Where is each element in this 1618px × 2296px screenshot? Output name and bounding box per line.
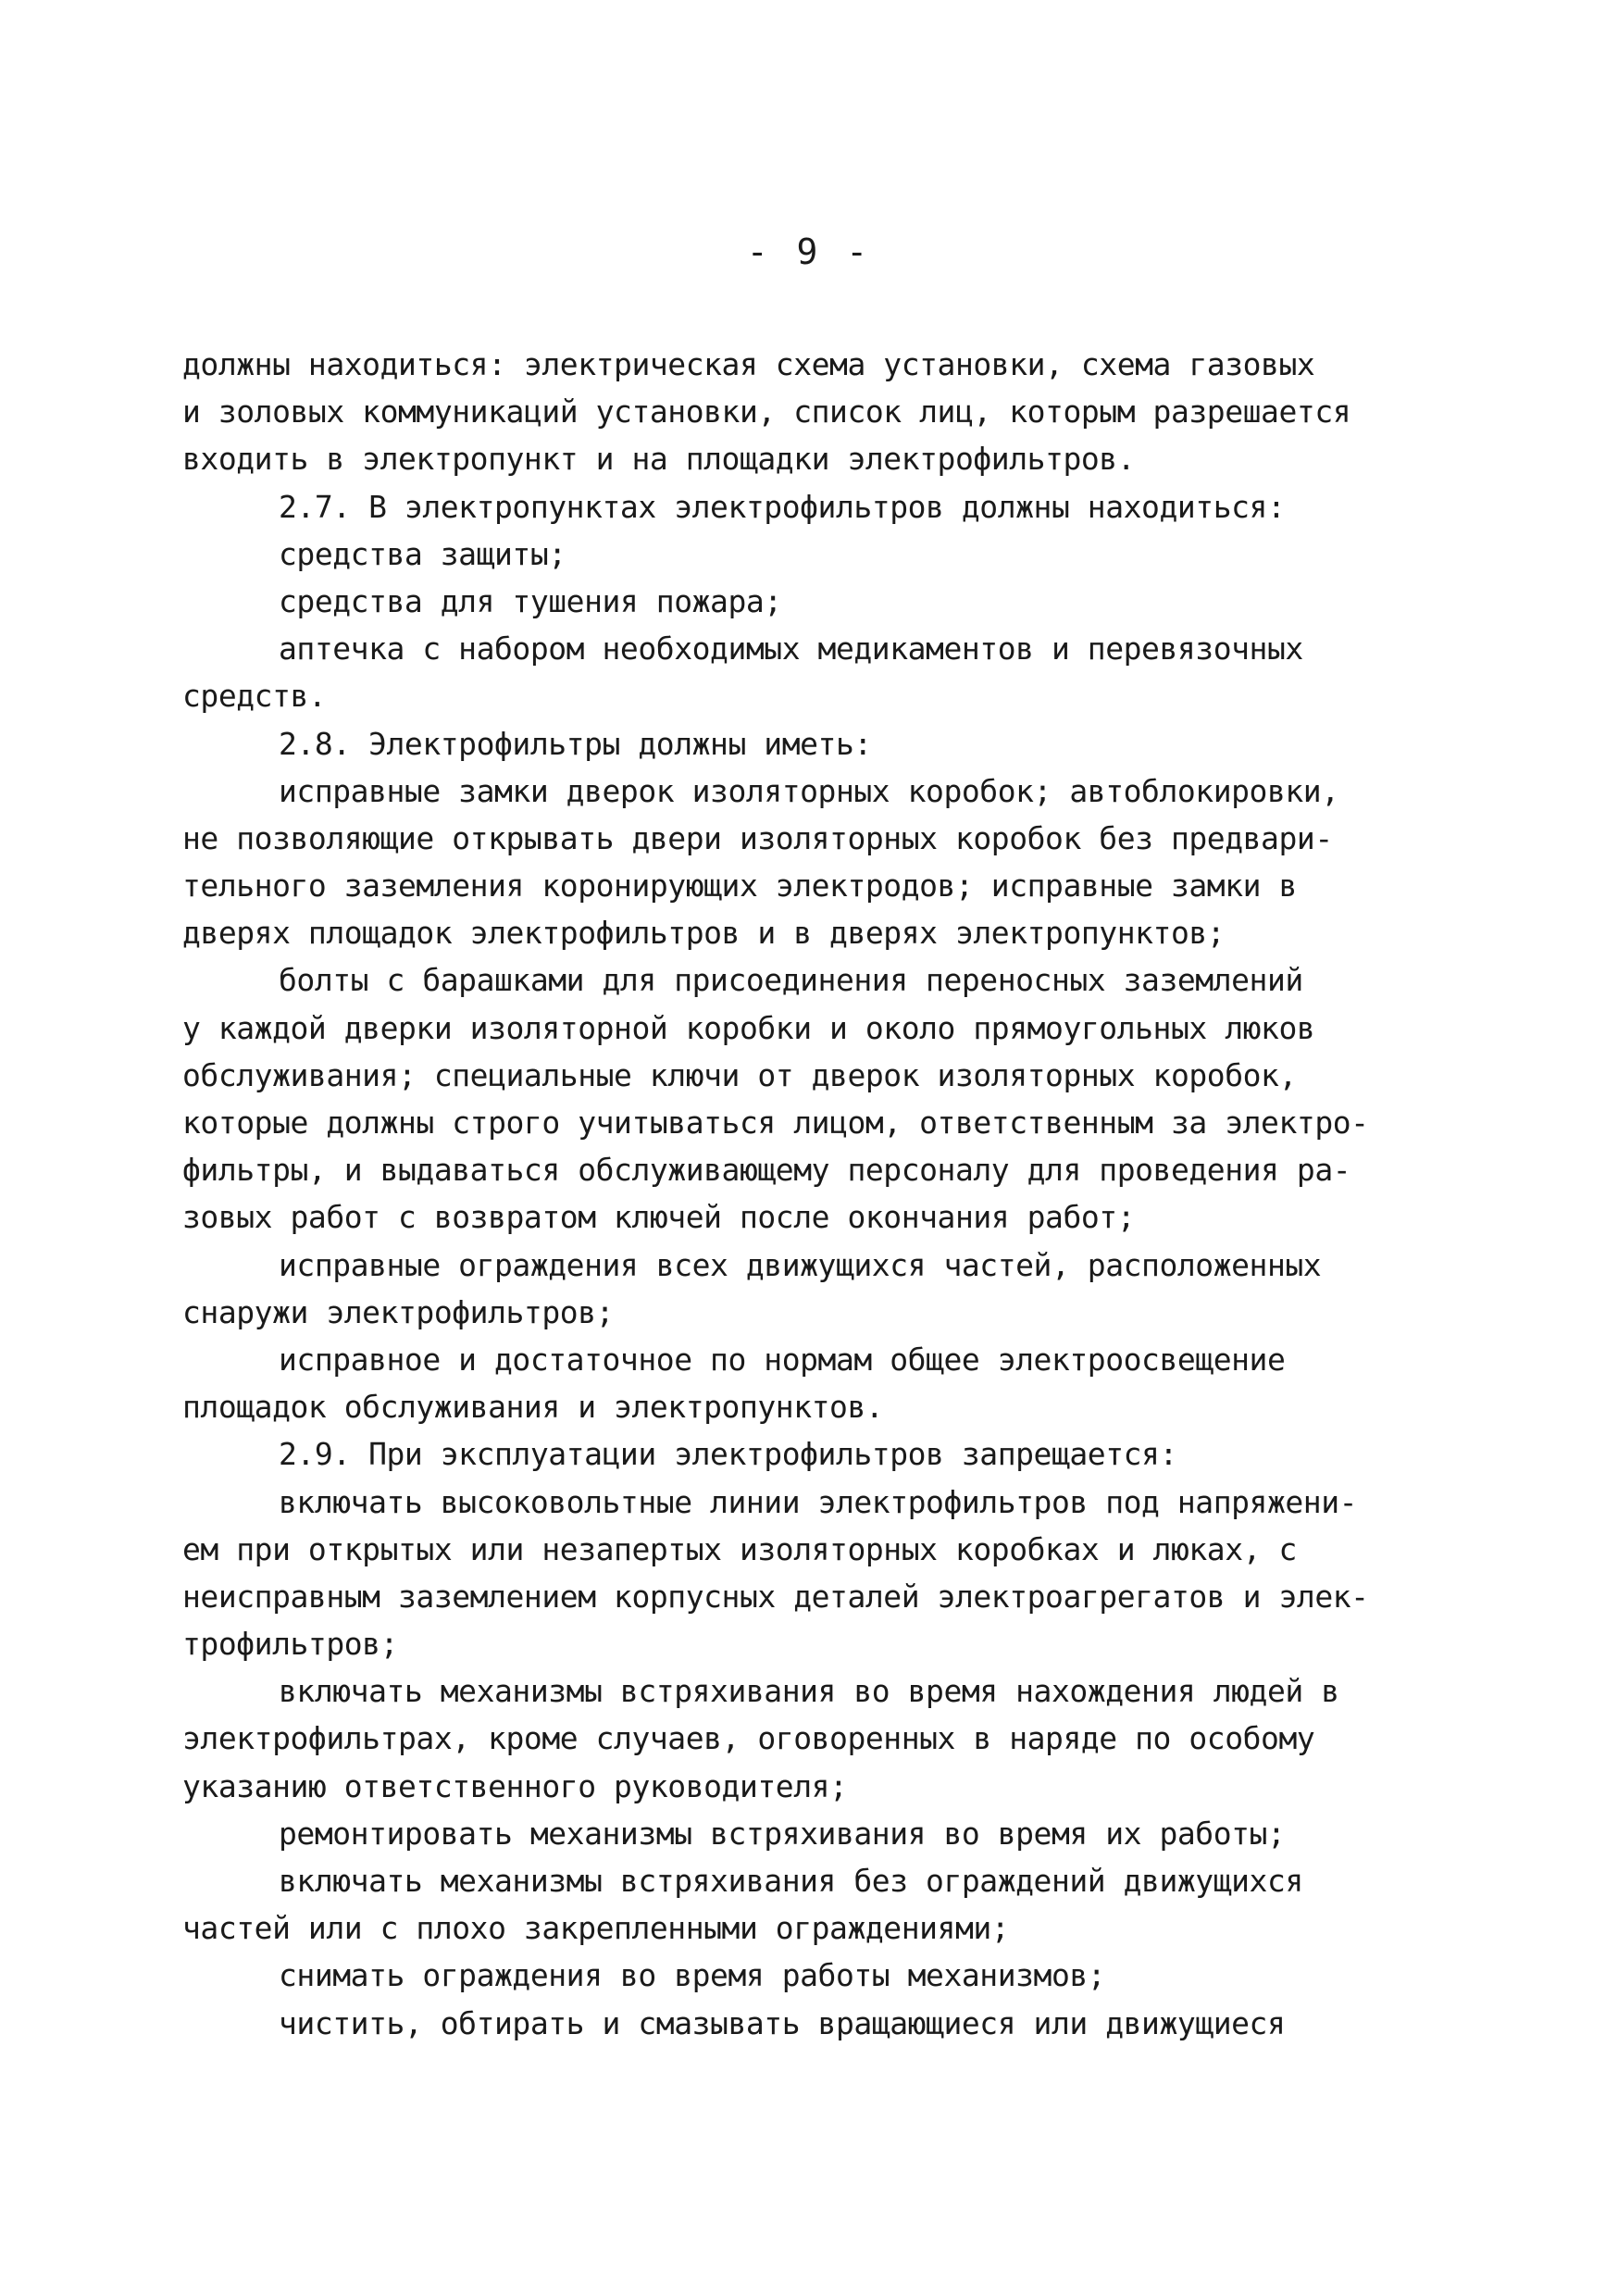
text-line: у каждой дверки изоляторной коробки и около прямоугольных люков — [182, 1009, 1315, 1046]
text-line: фильтры, и выдаваться обслуживающему персоналу для проведения ра- — [182, 1152, 1351, 1189]
text-line: указанию ответственного руководителя; — [182, 1767, 848, 1804]
text-line: трофильтров; — [182, 1626, 399, 1663]
text-line: которые должны строго учитываться лицом, ответственным за электро- — [182, 1104, 1369, 1141]
list-item: включать механизмы встряхивания во время нахождения людей в — [279, 1673, 1339, 1710]
section-heading-2-9: 2.9. При эксплуатации электрофильтров запрещается: — [279, 1436, 1177, 1473]
text-line: ем при открытых или незапертых изоляторных коробках и люках, с — [182, 1530, 1297, 1567]
text-line: обслуживания; специальные ключи от дверок изоляторных коробок, — [182, 1056, 1297, 1093]
list-item: средства для тушения пожара; — [279, 582, 782, 619]
list-item: средства защиты; — [279, 535, 566, 572]
text-line: должны находиться: электрическая схема установки, схема газовых — [182, 346, 1315, 382]
list-item: исправное и достаточное по нормам общее электроосвещение — [279, 1341, 1286, 1378]
text-line: средств. — [182, 678, 327, 715]
list-item: аптечка с набором необходимых медикаментов и перевязочных — [279, 630, 1303, 668]
list-item: ремонтировать механизмы встряхивания во время их работы; — [279, 1815, 1286, 1852]
text-line: снаружи электрофильтров; — [182, 1293, 615, 1330]
list-item: включать механизмы встряхивания без ограждений движущихся — [279, 1863, 1303, 1899]
text-line: площадок обслуживания и электропунктов. — [182, 1389, 884, 1426]
text-line: неисправным заземлением корпусных деталей электроагрегатов и элек- — [182, 1578, 1369, 1615]
list-item: исправные ограждения всех движущихся частей, расположенных — [279, 1246, 1322, 1283]
list-item: чистить, обтирать и смазывать вращающиеся или движущиеся — [279, 2004, 1286, 2041]
section-heading-2-7: 2.7. В электропунктах электрофильтров должны находиться: — [279, 488, 1286, 525]
section-heading-2-8: 2.8. Электрофильтры должны иметь: — [279, 725, 872, 762]
body-text — [182, 341, 1497, 2047]
text-line: дверях площадок электрофильтров и в дверях электропунктов; — [182, 915, 1226, 952]
page-number: - 9 - — [746, 231, 872, 272]
text-line: электрофильтрах, кроме случаев, оговоренных в наряде по особому — [182, 1720, 1315, 1757]
list-item: исправные замки дверок изоляторных коробок; автоблокировки, — [279, 772, 1339, 809]
text-line: и золовых коммуникаций установки, список лиц, которым разрешается — [182, 393, 1351, 430]
list-item: болты с барашками для присоединения переносных заземлений — [279, 962, 1303, 999]
list-item: включать высоковольтные линии электрофильтров под напряжени- — [279, 1483, 1358, 1520]
text-line: входить в электропункт и на площадки электрофильтров. — [182, 441, 1136, 478]
list-item: снимать ограждения во время работы механизмов; — [279, 1957, 1106, 1994]
text-line: частей или с плохо закрепленными ограждениями; — [182, 1910, 1010, 1947]
text-line: не позволяющие открывать двери изоляторных коробок без предвари- — [182, 819, 1333, 856]
text-line: зовых работ с возвратом ключей после окончания работ; — [182, 1199, 1136, 1236]
text-line: тельного заземления коронирующих электродов; исправные замки в — [182, 867, 1297, 905]
